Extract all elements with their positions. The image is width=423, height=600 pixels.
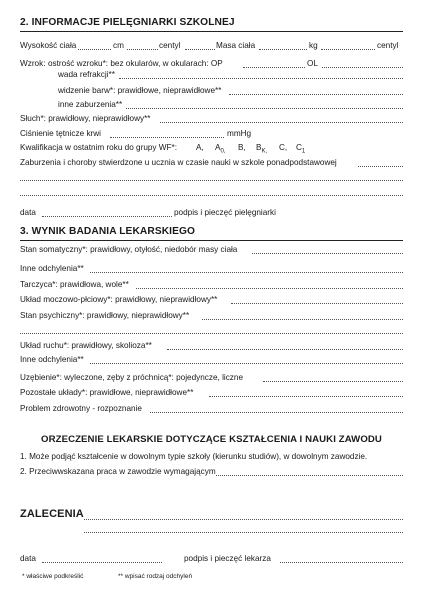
- vision-op-field[interactable]: [243, 67, 305, 68]
- pe-group-label: Kwalifikacja w ostatnim roku do grupy WF*:: [20, 143, 177, 152]
- teeth-field[interactable]: [263, 381, 403, 382]
- other-systems-label: Pozostałe układy*: prawidłowe, nieprawidłowe**: [20, 388, 194, 397]
- section-3-title: 3. WYNIK BADANIA LEKARSKIEGO: [20, 226, 196, 237]
- blood-pressure-label: Ciśnienie tętnicze krwi: [20, 129, 101, 138]
- color-vision-label: widzenie barw*: prawidłowe, nieprawidłowe**: [58, 86, 222, 95]
- vision-acuity-label: ostrość wzroku*: bez okularów, w okularach: OP: [48, 59, 223, 68]
- mental-state-line-2[interactable]: [20, 333, 403, 334]
- section-2-title: 2. INFORMACJE PIELĘGNIARKI SZKOLNEJ: [20, 17, 235, 28]
- recommendations-title: ZALECENIA: [20, 508, 84, 520]
- pe-option-a0: $A_{0,}$: [215, 143, 226, 155]
- pe-option-a: A,: [196, 143, 204, 152]
- nurse-signature-label: podpis i pieczęć pielęgniarki: [174, 208, 276, 217]
- unit-kg: kg: [309, 41, 318, 50]
- motor-system-field[interactable]: [167, 349, 403, 350]
- health-problem-field[interactable]: [150, 412, 403, 413]
- height-centyl-field[interactable]: [127, 49, 158, 50]
- motor-system-label: Układ ruchu*: prawidłowy, skolioza**: [20, 341, 152, 350]
- recommendations-field[interactable]: [84, 519, 403, 520]
- footnote-single-star: * właściwe podkreślić: [22, 573, 84, 580]
- other-deviations-field[interactable]: [90, 272, 403, 273]
- urogenital-label: Układ moczowo-płciowy*: prawidłowy, nieprawidłowy**: [20, 295, 218, 304]
- hearing-label: Słuch*: prawidłowy, nieprawidłowy**: [20, 114, 151, 123]
- health-problem-label: Problem zdrowotny - rozpoznanie: [20, 404, 142, 413]
- disorders-line-3[interactable]: [20, 195, 403, 196]
- nurse-date-label: data: [20, 208, 36, 217]
- height-extra-field[interactable]: [185, 49, 215, 50]
- other-deviations-label: Inne odchylenia**: [20, 264, 84, 273]
- footnote-double-star: ** wpisać rodzaj odchyleń: [118, 573, 193, 580]
- doctor-date-label: data: [20, 554, 36, 563]
- unit-cm: cm: [113, 41, 124, 50]
- other-deviations-2-label: Inne odchylenia**: [20, 355, 84, 364]
- disorders-field[interactable]: [358, 166, 403, 167]
- vision-label: Wzrok:: [20, 59, 46, 68]
- mass-label: Masa ciała: [216, 41, 256, 50]
- unit-mmhg: mmHg: [227, 129, 252, 138]
- unit-centyl-2: centyl: [377, 41, 399, 50]
- mass-centyl-field[interactable]: [321, 49, 375, 50]
- mass-field[interactable]: [259, 49, 307, 50]
- thyroid-field[interactable]: [136, 288, 403, 289]
- mental-state-field[interactable]: [202, 319, 403, 320]
- pe-option-c1: $C_1$: [296, 143, 306, 155]
- unit-centyl: centyl: [159, 41, 181, 50]
- urogenital-field[interactable]: [231, 303, 403, 304]
- vision-ol-field[interactable]: [322, 67, 403, 68]
- thyroid-label: Tarczyca*: prawidłowa, wole**: [20, 280, 129, 289]
- height-field[interactable]: [78, 49, 111, 50]
- color-vision-field[interactable]: [229, 94, 403, 95]
- other-systems-field[interactable]: [209, 396, 403, 397]
- other-vision-field[interactable]: [126, 108, 403, 109]
- recommendations-line-2[interactable]: [84, 532, 403, 533]
- doctor-date-field[interactable]: [42, 562, 162, 563]
- opinion-title: ORZECZENIE LEKARSKIE DOTYCZĄCE KSZTAŁCENIA I NAUKI ZAWODU: [41, 434, 382, 445]
- section-3-rule: [20, 240, 403, 241]
- pe-option-b: B,: [238, 143, 246, 152]
- mental-state-label: Stan psychiczny*: prawidłowy, nieprawidłowy**: [20, 311, 190, 320]
- other-deviations-2-field[interactable]: [90, 363, 403, 364]
- other-vision-label: inne zaburzenia**: [58, 100, 123, 109]
- vision-ol-label: OL: [307, 59, 318, 68]
- blood-pressure-field[interactable]: [110, 137, 224, 138]
- opinion-item-2-field[interactable]: [216, 475, 403, 476]
- disorders-line-2[interactable]: [20, 180, 403, 181]
- teeth-label: Uzębienie*: wyleczone, zęby z próchnicą*: pojedyncze, liczne: [20, 373, 244, 382]
- doctor-signature-field[interactable]: [280, 562, 403, 563]
- pe-option-c: C,: [279, 143, 288, 152]
- section-2-rule: [20, 31, 403, 32]
- disorders-label: Zaburzenia i choroby stwierdzone u ucznia w czasie nauki w szkole ponadpodstawowej: [20, 158, 337, 167]
- opinion-item-1: 1. Może podjąć kształcenie w dowolnym typie szkoły (kierunku studiów), w dowolnym zawodzie.: [20, 452, 368, 461]
- doctor-signature-label: podpis i pieczęć lekarza: [184, 554, 271, 563]
- hearing-field[interactable]: [160, 122, 403, 123]
- refraction-label: wada refrakcji**: [58, 70, 115, 79]
- nurse-date-field[interactable]: [42, 216, 172, 217]
- height-label: Wysokość ciała: [20, 41, 77, 50]
- somatic-field[interactable]: [252, 253, 403, 254]
- opinion-item-2: 2. Przeciwwskazana praca w zawodzie wymagającym: [20, 467, 216, 476]
- refraction-field[interactable]: [119, 78, 403, 79]
- somatic-label: Stan somatyczny*: prawidłowy, otyłość, niedobór masy ciała: [20, 245, 238, 254]
- pe-option-bk: $B_{K,}$: [256, 143, 268, 155]
